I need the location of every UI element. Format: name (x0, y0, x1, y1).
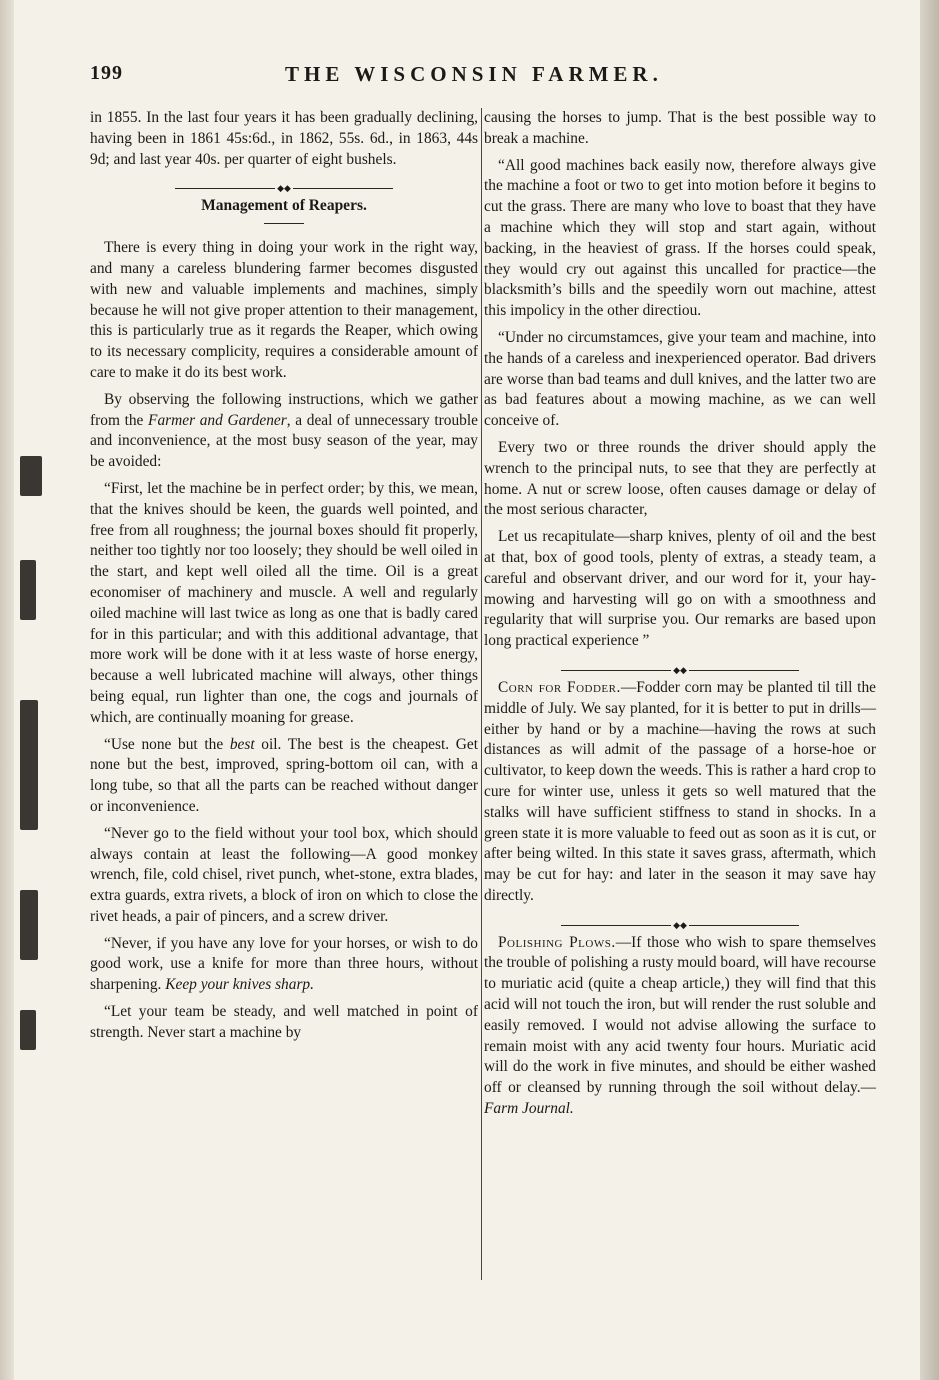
article-paragraph: “Under no circumstamces, give your team and machine, into the hands of a careless and inexperienced operator. Bad drivers are worse than bad teams and dull knives, and the latter two are as bad features about a mowing machine, as we can well conceive of. (484, 328, 876, 430)
source-name: Farm Journal. (484, 1100, 574, 1118)
book-spine (0, 0, 14, 1380)
article-paragraph: “All good machines back easily now, therefore always give the machine a foot or two to get into motion before it begins to cut the grass. There are many who love to boast that they have a machine which they will stop and start again, without backing, in the heaviest of grass. If the horses could speak, they would cry out against this uncalled for practice—the blacksmith’s bills and the speedily worn out machine, attest this impolicy in the other directiou. (484, 156, 876, 320)
article-paragraph: “First, let the machine be in perfect order; by this, we mean, that the knives should be keen, the guards well pointed, and free from all roughness; the journal boxes should fit properly, neither too tightly nor too loosely; they should be well oiled in the start, and kept well oiled all the time. Oil is a great economiser of machinery and muscle. A well and regularly oiled machine will last twice as long as one that is badly cared for in this particular; and with this additional advantage, that more work will be done with it at less waste of horse energy, because a well lubricated machine will always, other things being equal, run lighter than one, the cogs and journals of which, are continually moaning for grease. (90, 479, 478, 726)
article-title: Management of Reapers. (201, 197, 367, 215)
article-paragraph: causing the horses to jump. That is the best possible way to break a machine. (484, 109, 876, 147)
section-ornament: ◆◆ (90, 178, 478, 188)
article-paragraph: There is every thing in doing your work in the right way, and many a careless blundering farmer becomes disgusted with new and valuable implements and machines, simply because he will not give proper attention to their management, this is particularly true as it regards the Reaper, which owing to its necessary complicity, requires a considerable amount of care to make it do its best work. (90, 239, 478, 381)
article-paragraph: “Use none but the best oil. The best is the cheapest. Get none but the best, improved, spring-bottom oil can, with a long tube, so that all the parts can be reached without danger or inconvenience. (90, 735, 478, 815)
left-column (90, 108, 478, 1050)
article-paragraph: “Never, if you have any love for your horses, or wish to do good work, use a knife for more than three hours, without sharpening. Keep your knives sharp. (90, 934, 478, 994)
corn-fodder-title: Corn for Fodder. (498, 678, 621, 696)
binding-mark (20, 890, 38, 960)
column-divider (481, 108, 482, 1280)
page-edge (920, 0, 939, 1380)
polishing-plows-title: Polishing Plows. (498, 933, 616, 951)
intro-paragraph: in 1855. In the last four years it has been gradually declining, having been in 1861 45s:6d., in 1862, 55s. 6d., in 1863, 44s 9d; and last year 40s. per quarter of eight bushels. (90, 109, 478, 168)
article-paragraph: “Let your team be steady, and well matched in point of strength. Never start a machine by (90, 1003, 478, 1041)
masthead: THE WISCONSIN FARMER. (285, 62, 663, 86)
page-number: 199 (90, 62, 123, 84)
binding-mark (20, 456, 42, 496)
polishing-plows-article: Polishing Plows.—If those who wish to spare themselves the trouble of polishing a rusty mould board, will have recourse to muriatic acid (quite a cheap article,) they will find that this acid will not touch the iron, but will render the rust soluble and easily removed. I would not advise allowing the surface to remain moist with any acid twenty four hours. Muriatic acid will do the work in five minutes, and should be either washed off or cleansed by running through the soil without delay.—Farm Journal. (484, 933, 877, 1118)
right-column (484, 108, 876, 1126)
page-header (90, 62, 870, 90)
source-name: Farmer and Gardener (148, 411, 287, 429)
section-ornament: ◆◆ (484, 915, 876, 925)
binding-mark (20, 700, 38, 830)
binding-mark (20, 560, 36, 620)
corn-fodder-article: Corn for Fodder.—Fodder corn may be planted til till the middle of July. We say planted, for it is better to put in drills—either by hand or by a machine—having the rows at such distances as will admit of the passage of a horse-hoe or cultivator, to keep down the weeds. This is rather a hard crop to cure for winter use, unless it gets so well matured that the stalks will have sufficient stiffness to stand in shocks. In a green state it is more valuable to feed out as soon as it is cut, or after being wilted. In this state it saves grass, aftermath, which may be cut for hay: and later in the season it may save hay directly. (484, 678, 876, 904)
article-paragraph: By observing the following instructions, which we gather from the Farmer and Gardener, a deal of unnecessary trouble and inconvenience, at the most busy season of the year, may be avoided: (90, 390, 478, 471)
binding-mark (20, 1010, 36, 1050)
article-paragraph: Let us recapitulate—sharp knives, plenty of oil and the best at that, box of good tools, plenty of extras, a steady team, a careful and observant driver, and our word for it, your hay-mowing and harvesting will go on with a smoothness and regularity that will surprise you. Our remarks are based upon long practical experience ” (484, 528, 876, 650)
article-paragraph: Every two or three rounds the driver should apply the wrench to the principal nuts, to see that they are perfectly at home. A nut or screw loose, often causes damage or delay of the most serious character, (484, 438, 876, 519)
article-paragraph: “Never go to the field without your tool box, which should always contain at least the following—A good monkey wrench, file, cold chisel, rivet punch, whet-stone, extra blades, extra guards, extra rivets, a block of iron on which to close the rivet heads, a pair of pincers, and a screw driver. (90, 824, 478, 925)
section-ornament: ◆◆ (484, 660, 876, 670)
title-rule (264, 223, 304, 224)
